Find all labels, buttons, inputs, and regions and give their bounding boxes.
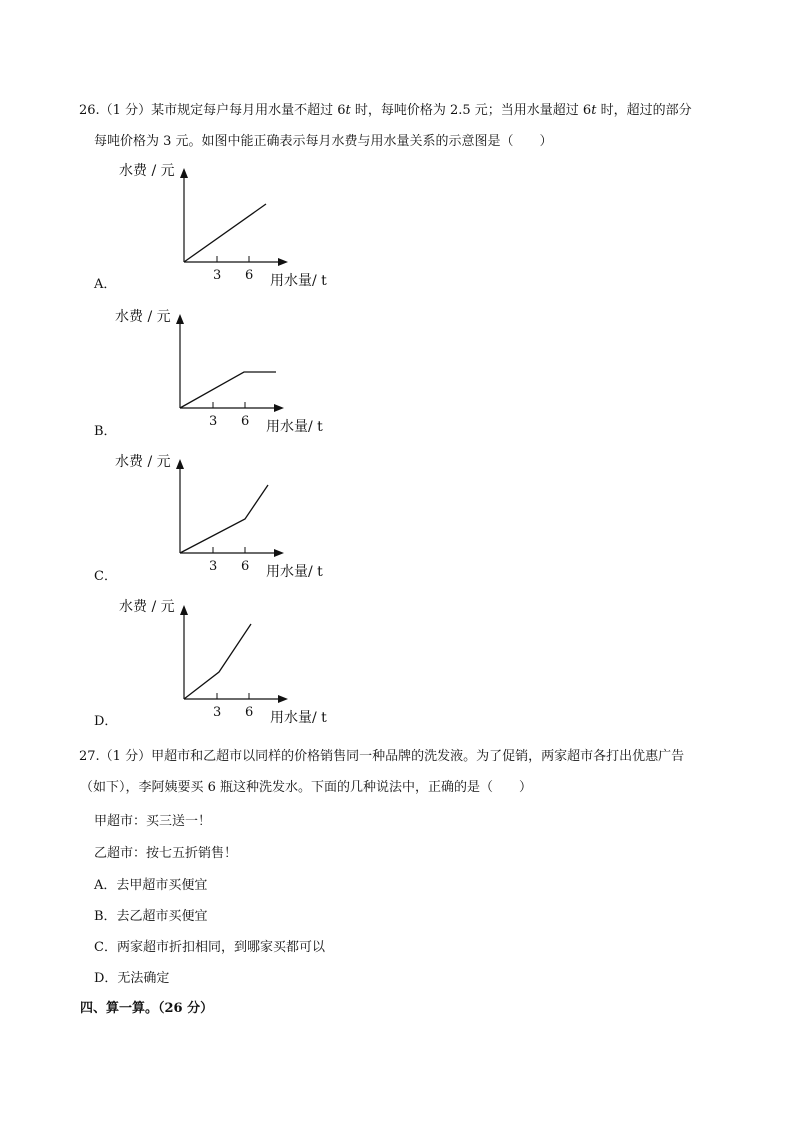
tick-label-6: 6 bbox=[241, 559, 250, 574]
tick-label-6: 6 bbox=[241, 414, 250, 429]
q27-choice-c: C．两家超市折扣相同，到哪家买都可以 bbox=[94, 940, 325, 955]
option-letter: D． bbox=[94, 714, 118, 729]
option-letter: C． bbox=[94, 569, 117, 584]
q26-line2: 每吨价格为 3 元。如图中能正确表示每月水费与用水量关系的示意图是（ ） bbox=[94, 134, 553, 149]
q27-choice-d: D．无法确定 bbox=[94, 971, 170, 986]
x-axis-label: 用水量/ t bbox=[266, 564, 323, 580]
q26-line1: 26.（1 分）某市规定每户每月用水量不超过 6t 时，每吨价格为 2.5 元；当用水量超过 6t 时，超过的部分 bbox=[79, 103, 692, 118]
y-axis-label: 水费 / 元 bbox=[115, 309, 171, 325]
q27-choice-b: B．去乙超市买便宜 bbox=[94, 909, 208, 924]
option-letter: B． bbox=[94, 424, 117, 439]
tick-label-6: 6 bbox=[245, 268, 254, 283]
x-axis-arrow bbox=[278, 695, 288, 703]
x-axis-label: 用水量/ t bbox=[266, 419, 323, 435]
tick-label-3: 3 bbox=[209, 559, 218, 574]
y-axis-label: 水费 / 元 bbox=[119, 599, 175, 615]
q27-line1: 27.（1 分）甲超市和乙超市以同样的价格销售同一种品牌的洗发液。为了促销，两家超市各打出优惠广告 bbox=[79, 749, 685, 764]
tick-label-3: 3 bbox=[213, 268, 222, 283]
y-axis-label: 水费 / 元 bbox=[119, 163, 175, 179]
y-axis-label: 水费 / 元 bbox=[115, 454, 171, 470]
q27-choice-a: A．去甲超市买便宜 bbox=[94, 878, 208, 893]
tick-label-3: 3 bbox=[209, 414, 218, 429]
tick-label-3: 3 bbox=[213, 705, 222, 720]
option-letter: A． bbox=[94, 277, 117, 292]
series-line bbox=[184, 624, 251, 699]
tick-label-6: 6 bbox=[245, 705, 254, 720]
section-title: 四、算一算。（26 分） bbox=[80, 1001, 214, 1016]
q27-ad-jia: 甲超市：买三送一！ bbox=[94, 814, 212, 829]
q27-ad-yi: 乙超市：按七五折销售！ bbox=[94, 846, 238, 861]
y-axis-arrow bbox=[180, 605, 188, 615]
q27-line2: （如下），李阿姨要买 6 瓶这种洗发水。下面的几种说法中，正确的是（ ） bbox=[80, 780, 533, 795]
x-axis-label: 用水量/ t bbox=[270, 710, 327, 726]
x-axis-label: 用水量/ t bbox=[270, 273, 327, 289]
